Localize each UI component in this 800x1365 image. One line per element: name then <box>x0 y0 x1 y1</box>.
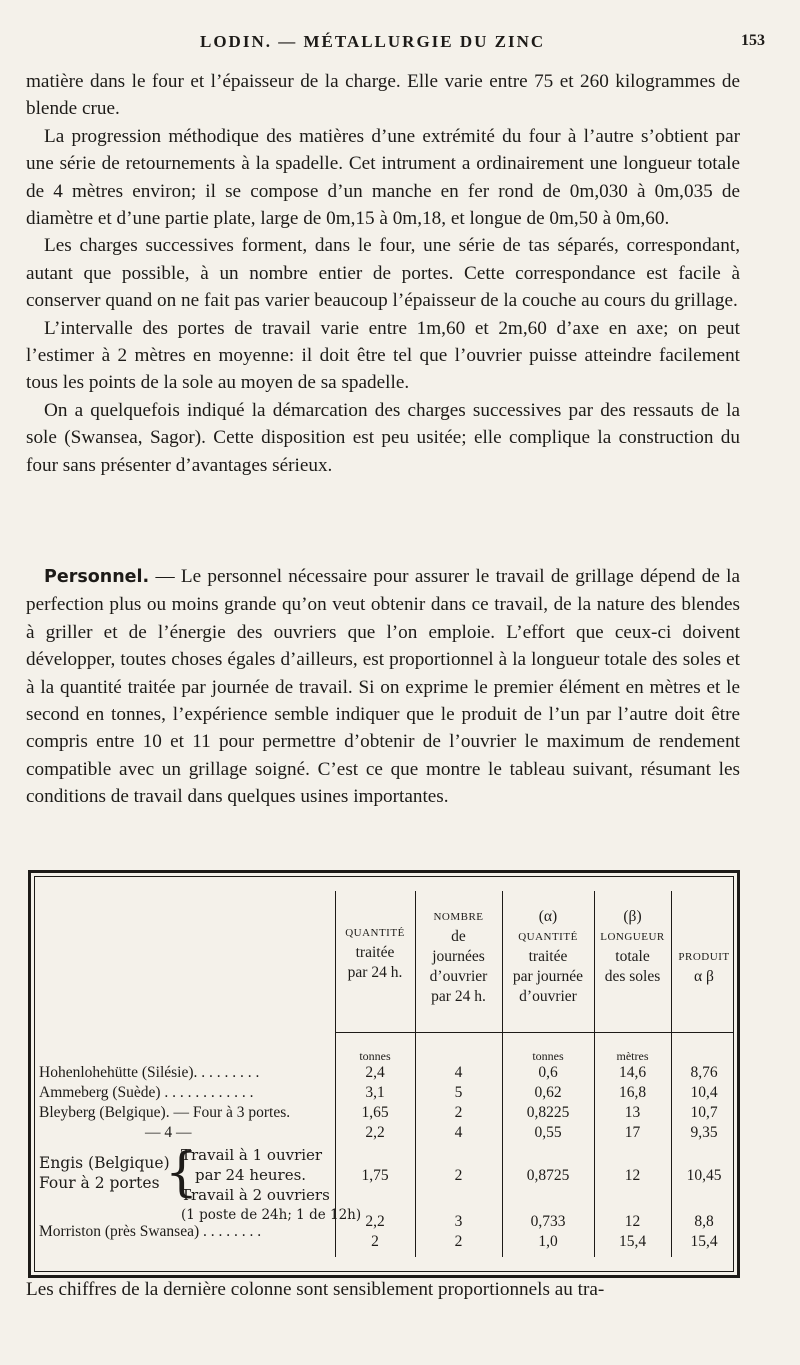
engis-label-line: Four à 2 portes <box>39 1174 160 1192</box>
cell-quantite: 2,4 <box>365 1064 385 1081</box>
header-rule <box>335 1032 733 1033</box>
row-label: Hohenlohehütte (Silésie). . . . . . . . . <box>39 1064 260 1081</box>
paragraph: La progression méthodique des matières d’une extrémité du four à l’autre s’obtient par une série de retournements à la spadelle. Cet intrument a ordinairement une longueur totale de 4 mètres environ; il se compose d’un manche en fer rond de 0m,030 à 0m,035 de diamètre et d’une partie plate, large de 0m,15 à 0m,18, et longue de 0m,50 à 0m,60. <box>26 125 740 230</box>
header-line: α β <box>694 968 714 985</box>
paragraph-text: — Le personnel nécessaire pour assurer le travail de grillage dépend de la perfection plus ou moins grande qu’on veut obtenir dans ce travail, de la nature des blendes à griller et de l’énergie des ouvriers que l’on emploie. L’effort que ceux-ci doivent développer, toutes choses égales d’ailleurs, est proportionnel à la longueur totale des soles et à la quantité traitée par journée de travail. Si on exprime le premier élément en mètres et le second en tonnes, l’expérience semble indiquer que le produit de l’un par l’autre doit être compris entre 10 et 11 pour permettre d’obtenir de l’ouvrier le maximum de rendement compatible avec un grillage soigné. C’est ce que montre le tableau suivant, résumant les conditions de travail dans quelques usines importantes. <box>26 566 740 808</box>
engis-sublabel-line: Travail à 1 ouvrier <box>181 1146 323 1164</box>
header-line: journées <box>432 948 485 965</box>
engis-sublabel-line: (1 poste de 24h; 1 de 12h) <box>181 1207 362 1223</box>
header-quantite <box>335 923 415 983</box>
cell-beta: 16,8 <box>618 1084 647 1101</box>
table-row <box>35 1064 733 1084</box>
header-produit <box>671 947 737 987</box>
cell-nombre: 4 <box>454 1124 463 1141</box>
cell-beta: 12 <box>624 1213 641 1230</box>
cell-beta: 13 <box>624 1104 641 1121</box>
header-nombre <box>415 907 502 1007</box>
header-line: par 24 h. <box>431 988 486 1005</box>
running-header <box>30 30 765 58</box>
header-line: QUANTITÉ <box>345 927 405 939</box>
table-row <box>35 1124 733 1144</box>
paragraph: matière dans le four et l’épaisseur de la charge. Elle varie entre 75 et 260 kilogrammes de blende crue. <box>26 71 740 120</box>
cell-alpha: 0,8725 <box>526 1167 570 1184</box>
table-frame <box>34 876 734 1272</box>
cell-nombre: 4 <box>454 1064 463 1081</box>
header-alpha <box>502 907 594 1007</box>
cell-beta: 15,4 <box>618 1233 647 1250</box>
table-row <box>35 1084 733 1104</box>
table-row <box>35 1213 733 1240</box>
paragraph: Les chiffres de la dernière colonne sont sensiblement proportionnels au tra- <box>26 1279 605 1300</box>
header-line: d’ouvrier <box>429 968 488 985</box>
header-beta <box>594 907 671 987</box>
cell-beta: 12 <box>624 1167 641 1184</box>
header-line: LONGUEUR <box>600 931 665 943</box>
header-line: par journée <box>512 968 584 985</box>
cell-quantite: 1,75 <box>361 1167 389 1184</box>
unit-label: tonnes <box>359 1049 391 1063</box>
header-line: QUANTITÉ <box>518 931 578 943</box>
header-line: PRODUIT <box>678 951 730 963</box>
cell-alpha: 0,55 <box>534 1124 562 1141</box>
text-block-bottom <box>26 1276 740 1303</box>
paragraph: Les charges successives forment, dans le four, une série de tas séparés, correspondant, autant que possible, à un nombre entier de portes. Cette correspondance est facile à conserver quand on ne fait pas varier beaucoup l’épaisseur de la couche au cours du grillage. <box>26 235 740 312</box>
unit-label: tonnes <box>532 1049 564 1063</box>
cell-quantite: 3,1 <box>365 1084 385 1101</box>
text-block-personnel <box>26 563 740 811</box>
cell-produit: 10,7 <box>690 1104 718 1121</box>
text-block-top <box>26 68 740 479</box>
section-heading: Personnel. <box>44 567 150 587</box>
header-line: de <box>451 928 466 945</box>
header-line: traitée <box>528 948 568 965</box>
table-row <box>35 1233 733 1253</box>
cell-produit: 9,35 <box>690 1124 718 1141</box>
header-line: traitée <box>355 944 395 961</box>
cell-produit: 8,8 <box>694 1213 714 1230</box>
cell-alpha: 0,6 <box>538 1064 558 1081</box>
paragraph: On a quelquefois indiqué la démarcation des charges successives par des ressauts de la sole (Swansea, Sagor). Cette disposition est peu usitée; elle complique la construction du four sans présenter d’avantages sérieux. <box>26 399 740 476</box>
cell-nombre: 3 <box>454 1213 463 1230</box>
page-number: 153 <box>741 32 765 49</box>
cell-nombre: 2 <box>454 1167 463 1184</box>
cell-nombre: 5 <box>454 1084 463 1101</box>
cell-quantite: 1,65 <box>361 1104 389 1121</box>
cell-alpha: 0,8225 <box>526 1104 570 1121</box>
cell-alpha: 1,0 <box>538 1233 558 1250</box>
header-line: d’ouvrier <box>519 988 577 1005</box>
cell-quantite: 2 <box>371 1233 379 1250</box>
brace-glyph: { <box>165 1143 199 1203</box>
header-title: LODIN. — MÉTALLURGIE DU ZINC <box>200 32 546 51</box>
cell-produit: 10,45 <box>686 1167 722 1184</box>
row-label: — 4 — <box>145 1124 192 1141</box>
cell-nombre: 2 <box>454 1104 463 1121</box>
cell-produit: 8,76 <box>690 1064 718 1081</box>
cell-quantite: 2,2 <box>365 1213 385 1230</box>
unit-label: mètres <box>616 1049 649 1063</box>
paragraph: L’intervalle des portes de travail varie entre 1m,60 et 2m,60 d’axe en axe; on peut l’estimer à 2 mètres en moyenne: il doit être tel que l’ouvrier puisse atteindre facilement tous les points de la sole au moyen de sa spadelle. <box>26 317 740 394</box>
cell-alpha: 0,733 <box>530 1213 566 1230</box>
header-line: (β) <box>623 908 642 925</box>
header-line: (α) <box>538 908 558 925</box>
header-line: NOMBRE <box>433 911 484 923</box>
row-label: Morriston (près Swansea) . . . . . . . . <box>39 1223 262 1240</box>
cell-beta: 14,6 <box>618 1064 647 1081</box>
cell-produit: 15,4 <box>690 1233 718 1250</box>
data-table <box>28 870 740 1278</box>
header-line: par 24 h. <box>347 964 403 981</box>
cell-quantite: 2,2 <box>365 1124 385 1141</box>
engis-sublabel-line: Travail à 2 ouvriers <box>181 1186 330 1204</box>
header-line: des soles <box>604 968 661 985</box>
paragraph-personnel <box>26 563 740 811</box>
row-label: Ammeberg (Suède) . . . . . . . . . . . . <box>39 1084 254 1101</box>
cell-alpha: 0,62 <box>534 1084 562 1101</box>
engis-label-line: Engis (Belgique) <box>39 1154 170 1172</box>
table-row <box>35 1104 733 1124</box>
cell-nombre: 2 <box>454 1233 463 1250</box>
cell-beta: 17 <box>624 1124 641 1141</box>
engis-sublabel-line: par 24 heures. <box>195 1166 307 1184</box>
header-line: totale <box>615 948 650 965</box>
cell-produit: 10,4 <box>690 1084 718 1101</box>
table-row <box>35 1167 733 1187</box>
row-label: Bleyberg (Belgique). — Four à 3 portes. <box>39 1104 291 1121</box>
